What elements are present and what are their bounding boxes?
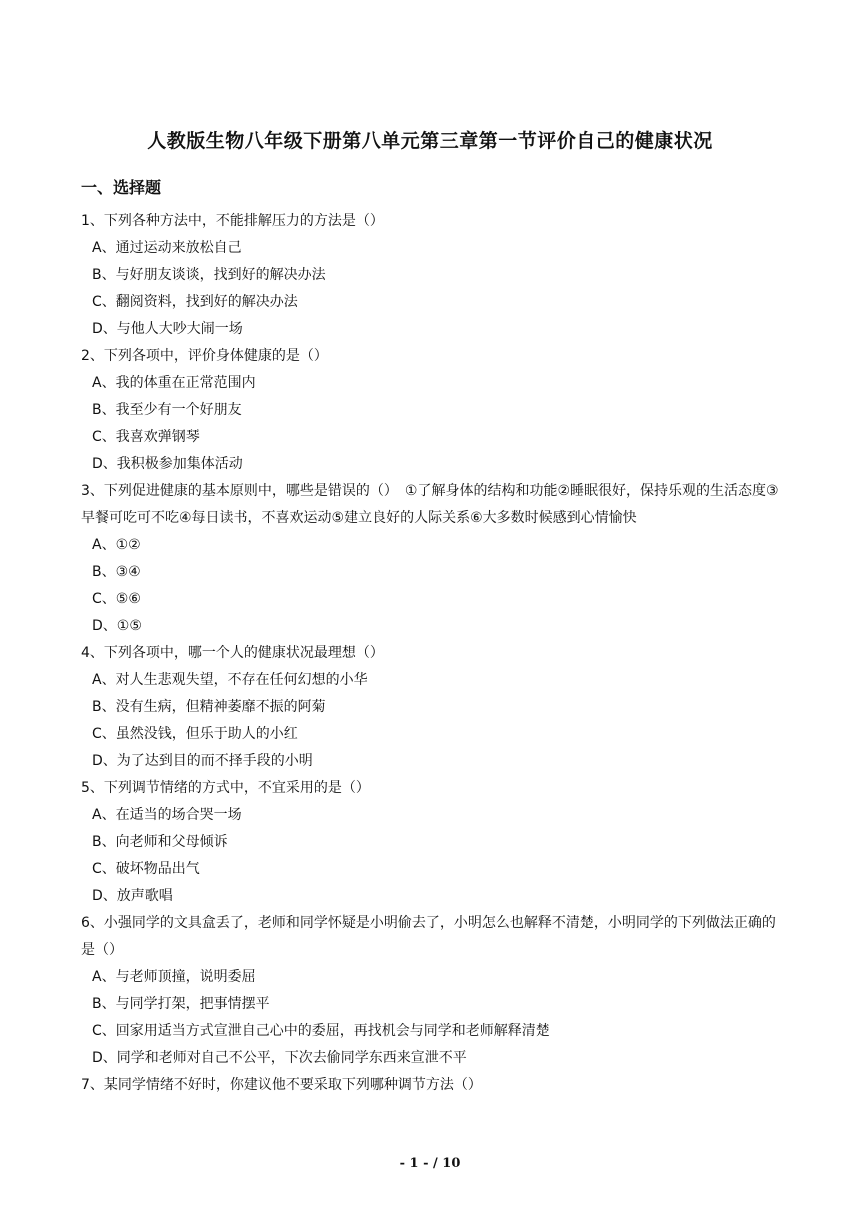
- question-1-option-d: D、与他人大吵大闹一场: [92, 321, 243, 337]
- question-1-option-a: A、通过运动来放松自己: [92, 240, 242, 256]
- question-4-option-b: B、没有生病，但精神萎靡不振的阿菊: [92, 699, 326, 715]
- question-2-option-a: A、我的体重在正常范围内: [92, 375, 256, 391]
- question-5-stem: 5、下列调节情绪的方式中，不宜采用的是（）: [81, 780, 370, 796]
- question-6-option-b: B、与同学打架，把事情摆平: [92, 996, 270, 1012]
- question-6-option-d: D、同学和老师对自己不公平，下次去偷同学东西来宣泄不平: [92, 1050, 467, 1066]
- question-2-option-d: D、我积极参加集体活动: [92, 456, 243, 472]
- question-7-stem: 7、某同学情绪不好时，你建议他不要采取下列哪种调节方法（）: [81, 1077, 482, 1093]
- question-4-option-c: C、虽然没钱，但乐于助人的小红: [92, 726, 298, 742]
- document-title: 人教版生物八年级下册第八单元第三章第一节评价自己的健康状况: [147, 130, 713, 152]
- question-3-option-d: D、①⑤: [92, 618, 142, 634]
- question-1-option-b: B、与好朋友谈谈，找到好的解决办法: [92, 267, 326, 283]
- question-3-option-c: C、⑤⑥: [92, 591, 141, 607]
- question-6-option-c: C、回家用适当方式宣泄自己心中的委屈，再找机会与同学和老师解释清楚: [92, 1023, 550, 1039]
- page-number: - 1 - / 10: [399, 1156, 461, 1171]
- question-3-option-a: A、①②: [92, 537, 141, 553]
- question-1-stem: 1、下列各种方法中，不能排解压力的方法是（）: [81, 213, 384, 229]
- section-heading: 一、选择题: [81, 178, 162, 197]
- question-1-option-c: C、翻阅资料，找到好的解决办法: [92, 294, 298, 310]
- question-2-stem: 2、下列各项中，评价身体健康的是（）: [81, 348, 328, 364]
- question-3-stem: 3、下列促进健康的基本原则中，哪些是错误的（） ①了解身体的结构和功能②睡眠很好，保持乐观的生活态度③早餐可吃可不吃④每日读书，不喜欢运动⑤建立良好的人际关系⑥大多数时候感到心情愉快: [81, 483, 779, 526]
- question-2-option-c: C、我喜欢弹钢琴: [92, 429, 200, 445]
- question-5-option-a: A、在适当的场合哭一场: [92, 807, 242, 823]
- question-4-stem: 4、下列各项中，哪一个人的健康状况最理想（）: [81, 645, 384, 661]
- question-3-option-b: B、③④: [92, 564, 141, 580]
- question-4-option-a: A、对人生悲观失望，不存在任何幻想的小华: [92, 672, 368, 688]
- question-2-option-b: B、我至少有一个好朋友: [92, 402, 242, 418]
- question-5-option-b: B、向老师和父母倾诉: [92, 834, 228, 850]
- question-4-option-d: D、为了达到目的而不择手段的小明: [92, 753, 313, 769]
- question-6-stem: 6、小强同学的文具盒丢了，老师和同学怀疑是小明偷去了，小明怎么也解释不清楚，小明同学的下列做法正确的是（）: [81, 915, 776, 958]
- question-5-option-c: C、破坏物品出气: [92, 861, 200, 877]
- question-6-option-a: A、与老师顶撞，说明委屈: [92, 969, 256, 985]
- question-5-option-d: D、放声歌唱: [92, 888, 173, 904]
